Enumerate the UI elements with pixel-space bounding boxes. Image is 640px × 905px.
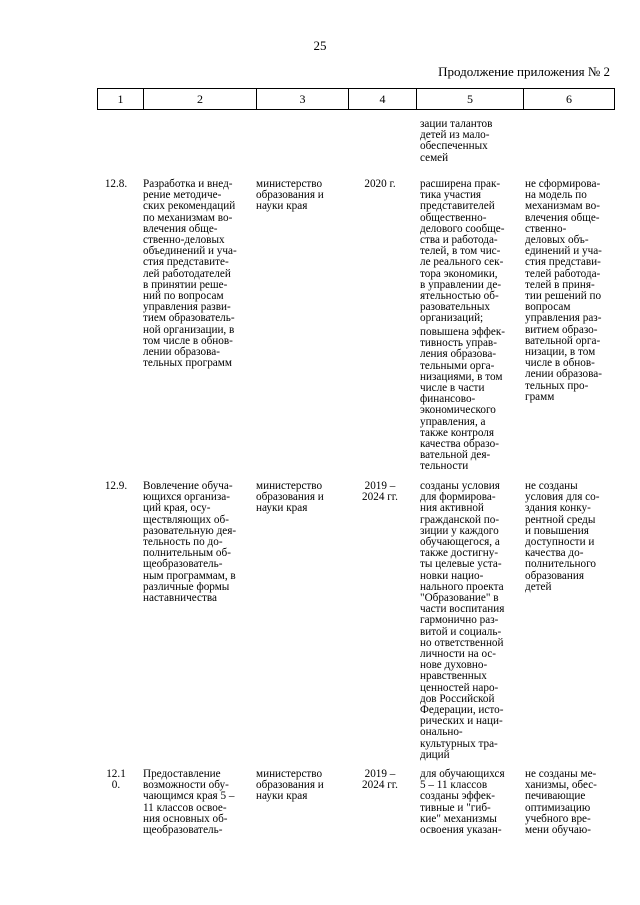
executor-text: министерство образования и науки края bbox=[256, 178, 324, 213]
deadline-text: 2019 – 2024 гг. bbox=[362, 768, 398, 792]
header-col-4: 4 bbox=[379, 92, 386, 106]
expected-result-text: для обучающихся 5 – 11 классов созданы эффек- тивные и "гиб- кие" механизмы освоения указан- bbox=[420, 768, 505, 837]
header-col-2: 2 bbox=[197, 92, 203, 106]
deadline-text: 2020 г. bbox=[364, 178, 396, 190]
header-col-6: 6 bbox=[566, 92, 572, 106]
expected-result-text: расширена прак- тика участия представителей общественно- делового сообще- ства и работода- телей, в том чис- ле реального сек- тора экономики, в управлении де- ятельностью об- разовательных организаций; bbox=[420, 178, 505, 325]
header-col-1: 1 bbox=[117, 92, 124, 106]
row-number: 12.1 0. bbox=[106, 768, 126, 792]
measure-text: Предоставление возможности обу- чающимся края 5 – 11 классов освое- ния основных об- щеобразователь- bbox=[143, 768, 235, 837]
continuation-note: Продолжение приложения № 2 bbox=[438, 64, 610, 79]
consequence-text: не созданы ме- ханизмы, обес- печивающие оптимизацию учебного вре- мени обучаю- bbox=[525, 768, 597, 837]
row-number: 12.8. bbox=[104, 178, 128, 190]
row-number: 12.9. bbox=[104, 480, 128, 492]
consequence-text: не сформирова- на модель по механизмам во- влечения обще- ственно- деловых объ- единений и уча- стия представи- телей работода- телей в приня- тии решений по вопросам управления раз- витием образо- вательной орга- низации, в том числе в обнов- лении образова- тельных про- грамм bbox=[525, 178, 602, 403]
carryover-col5: зации талантов детей из мало- обеспеченных семей bbox=[420, 118, 493, 164]
consequence-text: не созданы условия для со- здания конку- рентной среды и повышения доступности и качества до- полнительного образования детей bbox=[525, 480, 600, 593]
page-number: 25 bbox=[313, 38, 327, 53]
measure-text: Разработка и внед- рение методиче- ских рекомендаций по механизмам во- влечения обще- ственно-деловых объединений и уча- стия представите- лей работодателей в принятии реше- ний по вопросам управления разви- тием образователь- ной организации, в том числе в обнов- лении образова- тельных программ bbox=[143, 178, 237, 370]
header-col-3: 3 bbox=[299, 92, 306, 106]
header-col-5: 5 bbox=[467, 92, 473, 106]
executor-text: министерство образования и науки края bbox=[256, 768, 324, 803]
deadline-text: 2019 – 2024 гг. bbox=[362, 480, 398, 504]
expected-result-text: созданы условия для формирова- ния активной гражданской по- зиции у каждого обучающегося, а также достигну- ты целевые уста- новки нацио- нального проекта "Образование" в части воспитания гармонично раз- витой и социаль- но ответственной личности на ос- нове духовно- нравственных ценностей наро- дов Российской Федерации, исто- рических и наци- онально- культурных тра- диций bbox=[420, 480, 505, 761]
expected-result-text-2: повышена эффек- тивность управ- ления образова- тельными орга- низациями, в том числе в части финансово- экономического управления, а также контроля качества образо- вательной дея- тельности bbox=[420, 326, 506, 473]
executor-text: министерство образования и науки края bbox=[256, 480, 324, 515]
measure-text: Вовлечение обуча- ющихся организа- ций края, осу- ществляющих об- разовательную дея- тельность по до- полнительным об- щеобразователь- ным программам, в различные формы наставничества bbox=[143, 480, 237, 605]
table-header bbox=[97, 88, 615, 110]
